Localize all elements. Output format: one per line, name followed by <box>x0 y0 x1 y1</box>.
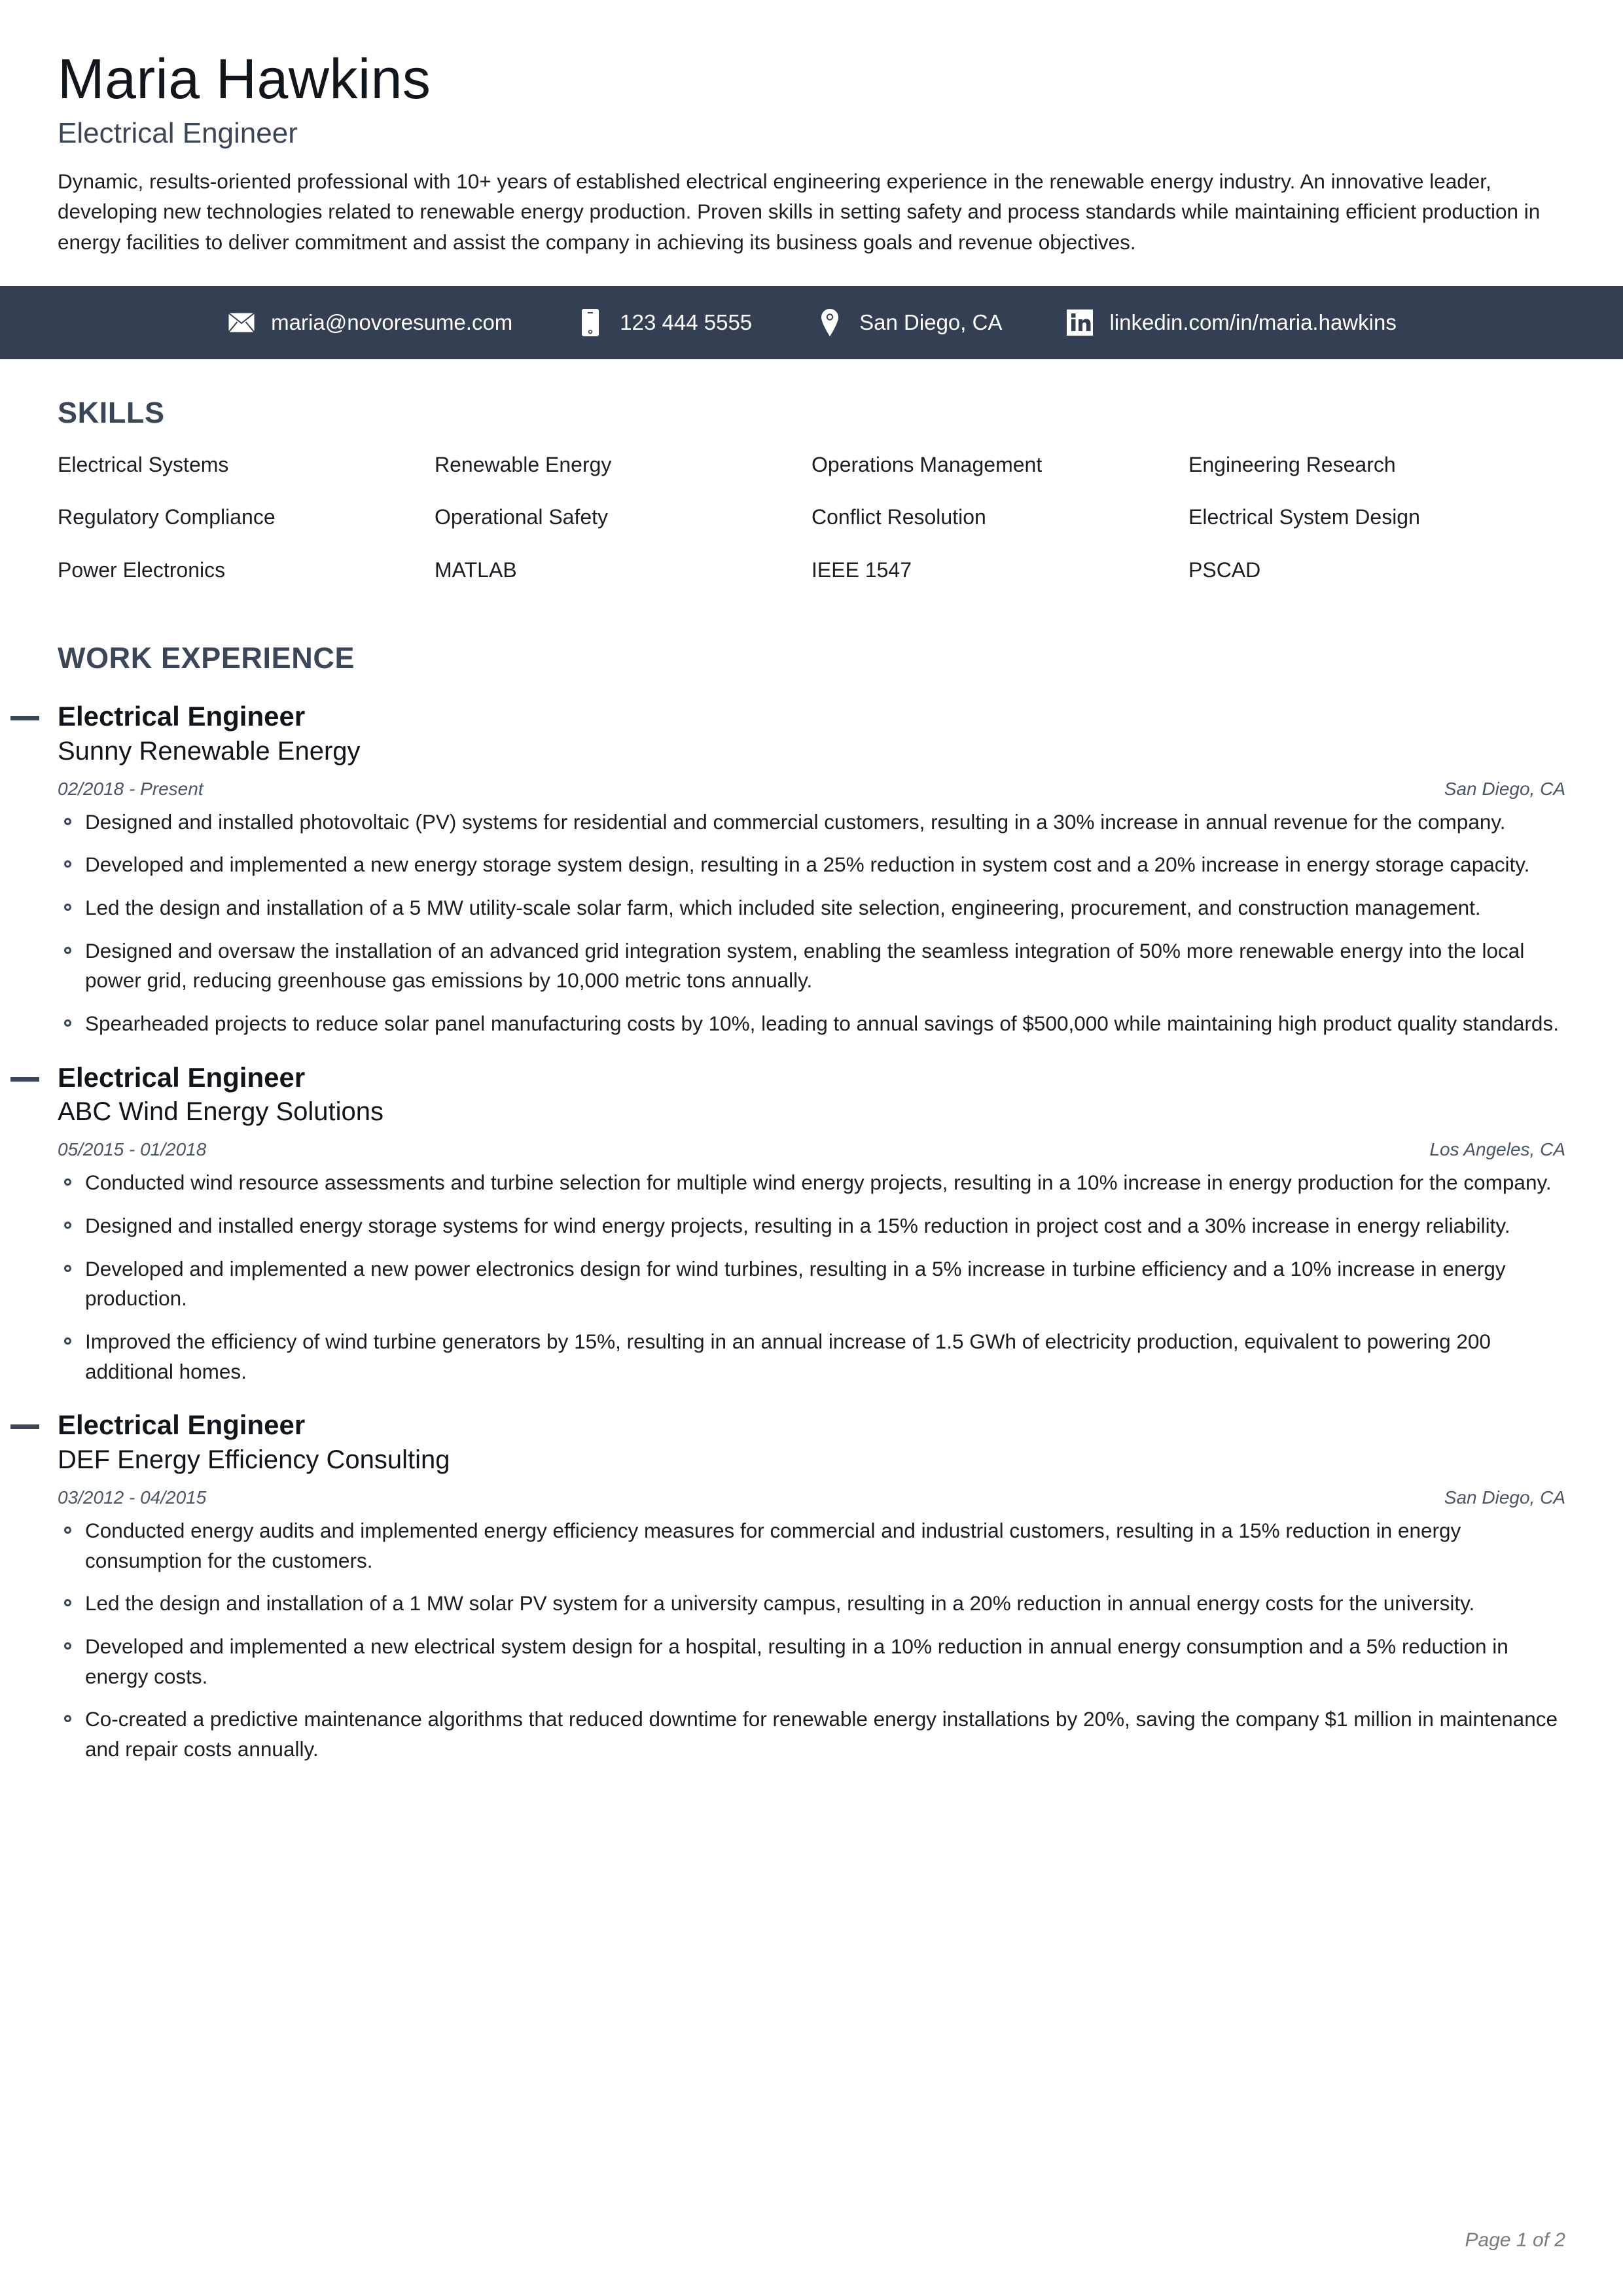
work-experience-entry <box>58 1061 1565 1387</box>
job-bullet: Improved the efficiency of wind turbine generators by 15%, resulting in an annual increase of 1.5 GWh of electricity production, equivalent to powering 200 additional homes. <box>58 1327 1565 1386</box>
job-dates: 03/2012 - 04/2015 <box>58 1487 207 1508</box>
job-company: Sunny Renewable Energy <box>58 736 361 766</box>
job-company: ABC Wind Energy Solutions <box>58 1097 384 1127</box>
job-dates: 02/2018 - Present <box>58 778 204 799</box>
job-bullet: Designed and oversaw the installation of an advanced grid integration system, enabling the seamless integration of 50% more renewable energy into the local power grid, reducing greenhouse gas emissions by 10,000 metric tons annually. <box>58 936 1565 996</box>
page-footer: Page 1 of 2 <box>1465 2229 1565 2251</box>
timeline-dash-icon <box>10 1077 39 1082</box>
job-meta <box>58 779 1565 800</box>
job-bullet: Designed and installed energy storage systems for wind energy projects, resulting in a 15% reduction in project cost and a 30% increase in energy reliability. <box>58 1211 1565 1241</box>
contact-item-email[interactable] <box>226 308 512 338</box>
resume-header <box>0 0 1623 257</box>
job-location: San Diego, CA <box>1444 1487 1565 1508</box>
job-bullet: Conducted energy audits and implemented energy efficiency measures for commercial and industrial customers, resulting in a 15% reduction in energy consumption for the customers. <box>58 1516 1565 1576</box>
skill-item: Electrical Systems <box>58 453 229 476</box>
job-position: Electrical Engineer <box>58 1409 306 1441</box>
work-experience-section-title: WORK EXPERIENCE <box>58 641 355 675</box>
envelope-icon <box>226 308 257 338</box>
contact-item-phone[interactable] <box>575 308 752 338</box>
job-bullet: Led the design and installation of a 1 MW solar PV system for a university campus, resulting in a 20% reduction in annual energy costs for the university. <box>58 1589 1565 1619</box>
skill-item: Power Electronics <box>58 557 226 582</box>
job-position: Electrical Engineer <box>58 701 306 732</box>
location-pin-icon <box>815 308 845 338</box>
job-company: DEF Energy Efficiency Consulting <box>58 1445 450 1474</box>
skill-item: Electrical System Design <box>1188 505 1420 529</box>
candidate-title: Electrical Engineer <box>58 116 298 149</box>
job-bullet: Co-created a predictive maintenance algorithms that reduced downtime for renewable energy installations by 20%, saving the company $1 million in maintenance and repair costs annually. <box>58 1704 1565 1764</box>
job-dates: 05/2015 - 01/2018 <box>58 1139 207 1160</box>
skills-section <box>58 396 1565 582</box>
professional-summary: Dynamic, results-oriented professional with 10+ years of established electrical engineering experience in the renewable energy industry. An innovative leader, developing new technologies related to renewable energy production. Proven skills in setting safety and process standards while maintaining efficient production in energy facilities to deliver commitment and assist the company in achieving its business goals and revenue objectives. <box>58 169 1541 254</box>
job-bullet: Developed and implemented a new electrical system design for a hospital, resulting in a 10% reduction in annual energy consumption and a 5% reduction in energy costs. <box>58 1632 1565 1691</box>
skill-item: Renewable Energy <box>435 453 612 476</box>
skill-item: Regulatory Compliance <box>58 505 276 529</box>
skills-grid <box>58 452 1565 582</box>
job-location: San Diego, CA <box>1444 778 1565 799</box>
job-location: Los Angeles, CA <box>1429 1139 1565 1160</box>
job-bullet: Designed and installed photovoltaic (PV) systems for residential and commercial customers, resulting in a 30% increase in annual revenue for the company. <box>58 807 1565 838</box>
job-bullet-list <box>58 807 1565 1039</box>
skill-item: Operations Management <box>812 453 1043 476</box>
job-bullet: Developed and implemented a new energy storage system design, resulting in a 25% reduction in system cost and a 20% increase in energy storage capacity. <box>58 850 1565 880</box>
timeline-dash-icon <box>10 1424 39 1429</box>
contact-location-label: San Diego, CA <box>859 310 1003 334</box>
job-bullet-list <box>58 1516 1565 1765</box>
linkedin-icon <box>1065 308 1095 338</box>
job-meta <box>58 1139 1565 1160</box>
contact-email-label: maria@novoresume.com <box>271 310 513 334</box>
skill-item: PSCAD <box>1188 557 1261 582</box>
skill-item: MATLAB <box>435 557 517 582</box>
timeline-dash-icon <box>10 716 39 720</box>
contact-item-linkedin[interactable] <box>1065 308 1396 338</box>
contact-linkedin-label: linkedin.com/in/maria.hawkins <box>1109 310 1397 334</box>
skill-item: Engineering Research <box>1188 453 1396 476</box>
job-meta <box>58 1487 1565 1508</box>
skill-item: Conflict Resolution <box>812 505 986 529</box>
contact-item-location[interactable] <box>815 308 1002 338</box>
work-experience-entry <box>58 1409 1565 1764</box>
candidate-name: Maria Hawkins <box>58 48 431 111</box>
resume-body <box>0 396 1623 1765</box>
phone-icon <box>575 308 605 338</box>
work-experience-section <box>58 641 1565 1764</box>
contact-bar <box>0 286 1623 359</box>
skill-item: IEEE 1547 <box>812 557 912 582</box>
job-bullet: Led the design and installation of a 5 MW utility-scale solar farm, which included site selection, engineering, procurement, and construction management. <box>58 893 1565 923</box>
job-bullet-list <box>58 1168 1565 1386</box>
contact-phone-label: 123 444 5555 <box>620 310 753 334</box>
job-bullet: Spearheaded projects to reduce solar panel manufacturing costs by 10%, leading to annual savings of $500,000 while maintaining high product quality standards. <box>58 1009 1565 1039</box>
job-position: Electrical Engineer <box>58 1061 306 1093</box>
skills-section-title: SKILLS <box>58 396 165 429</box>
job-bullet: Developed and implemented a new power electronics design for wind turbines, resulting in a 5% increase in turbine efficiency and a 10% increase in energy production. <box>58 1254 1565 1314</box>
job-bullet: Conducted wind resource assessments and turbine selection for multiple wind energy projects, resulting in a 10% increase in energy production for the company. <box>58 1168 1565 1198</box>
skill-item: Operational Safety <box>435 505 609 529</box>
work-experience-entry <box>58 700 1565 1039</box>
